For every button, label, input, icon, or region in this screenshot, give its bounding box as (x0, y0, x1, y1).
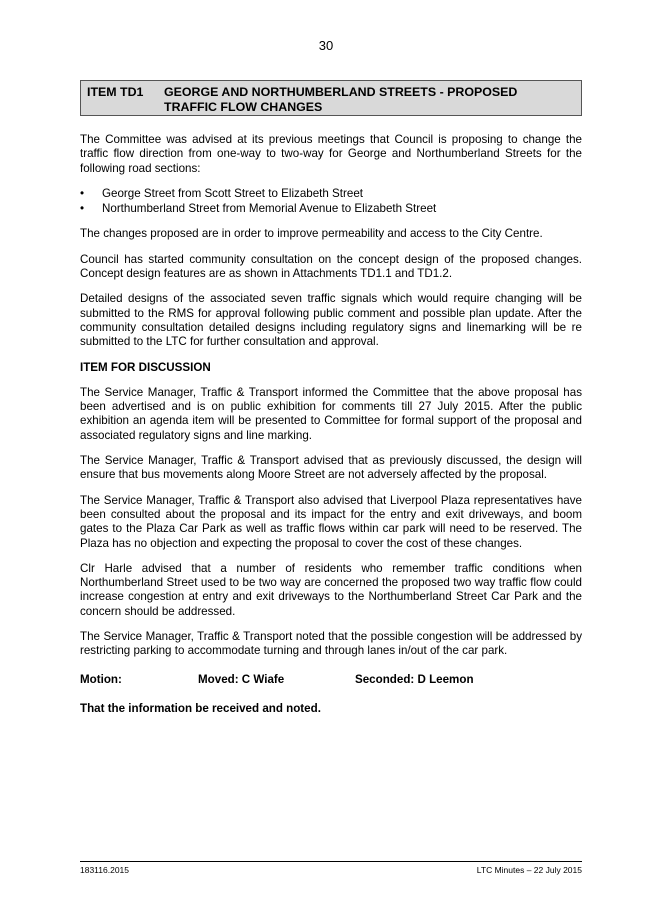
document-body (80, 133, 582, 716)
item-title: GEORGE AND NORTHUMBERLAND STREETS - PROPOSED TRAFFIC FLOW CHANGES (164, 85, 518, 114)
moved-by: Moved: C Wiafe (198, 672, 285, 686)
footer-title: LTC Minutes – 22 July 2015 (476, 865, 582, 875)
bullet-icon: • (80, 186, 85, 200)
paragraph: Detailed designs of the associated seven traffic signals which would require changing will be submitted to the RMS for approval following public comment and possible plan update. After the community consultation detailed designs including regulatory signs and linemarking will be re submitted to the LTC for further consultation and approval. (80, 292, 582, 349)
resolution: That the information be received and noted. (80, 701, 321, 715)
list-item (80, 187, 582, 201)
footer-divider (80, 861, 582, 862)
motion-label: Motion: (80, 672, 122, 686)
discussion-heading: ITEM FOR DISCUSSION (80, 360, 211, 374)
item-header (80, 80, 582, 116)
page-number: 30 (318, 38, 334, 53)
motion-line (80, 673, 582, 688)
list-item-text: George Street from Scott Street to Elizabeth Street (102, 186, 363, 200)
paragraph: The Committee was advised at its previous meetings that Council is proposing to change the traffic flow direction from one-way to two-way for George and Northumberland Streets for the following road sections: (80, 133, 582, 175)
discussion-paragraph: The Service Manager, Traffic & Transport advised that as previously discussed, the design will ensure that bus movements along Moore Street are not adversely affected by the proposal. (80, 454, 582, 482)
footer-document-number: 183116.2015 (80, 865, 130, 875)
seconded-by: Seconded: D Leemon (355, 672, 474, 686)
paragraph: The changes proposed are in order to improve permeability and access to the City Centre. (80, 227, 543, 241)
bullet-icon: • (80, 202, 85, 216)
discussion-paragraph: Clr Harle advised that a number of residents who remember traffic conditions when Northumberland Street used to be two way are concerned the proposed two way traffic flow could increase congestion at entry and exit driveways to the Northumberland Street Car Park and the concern should be addressed. (80, 561, 582, 618)
discussion-paragraph: The Service Manager, Traffic & Transport informed the Committee that the above proposal has been advertised and is on public exhibition for comments till 27 July 2015. After the public exhibition an agenda item will be presented to Committee for formal support of the proposal and associated regulatory signs and line marking. (80, 385, 582, 442)
paragraph: Council has started community consultation on the concept design of the proposed changes. Concept design features are as shown in Attachments TD1.1 and TD1.2. (80, 252, 582, 281)
road-sections-list (80, 187, 582, 217)
discussion-paragraph: The Service Manager, Traffic & Transport also advised that Liverpool Plaza representatives have been consulted about the proposal and its impact for the entry and exit driveways, and boom gates to the Plaza Car Park as well as traffic flows within car park will need to be reserved. The Plaza has no objection and expecting the proposal to cover the cost of these changes. (80, 493, 582, 550)
list-item-text: Northumberland Street from Memorial Avenue to Elizabeth Street (102, 202, 437, 216)
discussion-paragraph: The Service Manager, Traffic & Transport noted that the possible congestion will be addressed by restricting parking to accommodate turning and through lanes in/out of the car park. (80, 630, 582, 658)
item-code: ITEM TD1 (87, 85, 144, 99)
list-item (80, 202, 582, 216)
